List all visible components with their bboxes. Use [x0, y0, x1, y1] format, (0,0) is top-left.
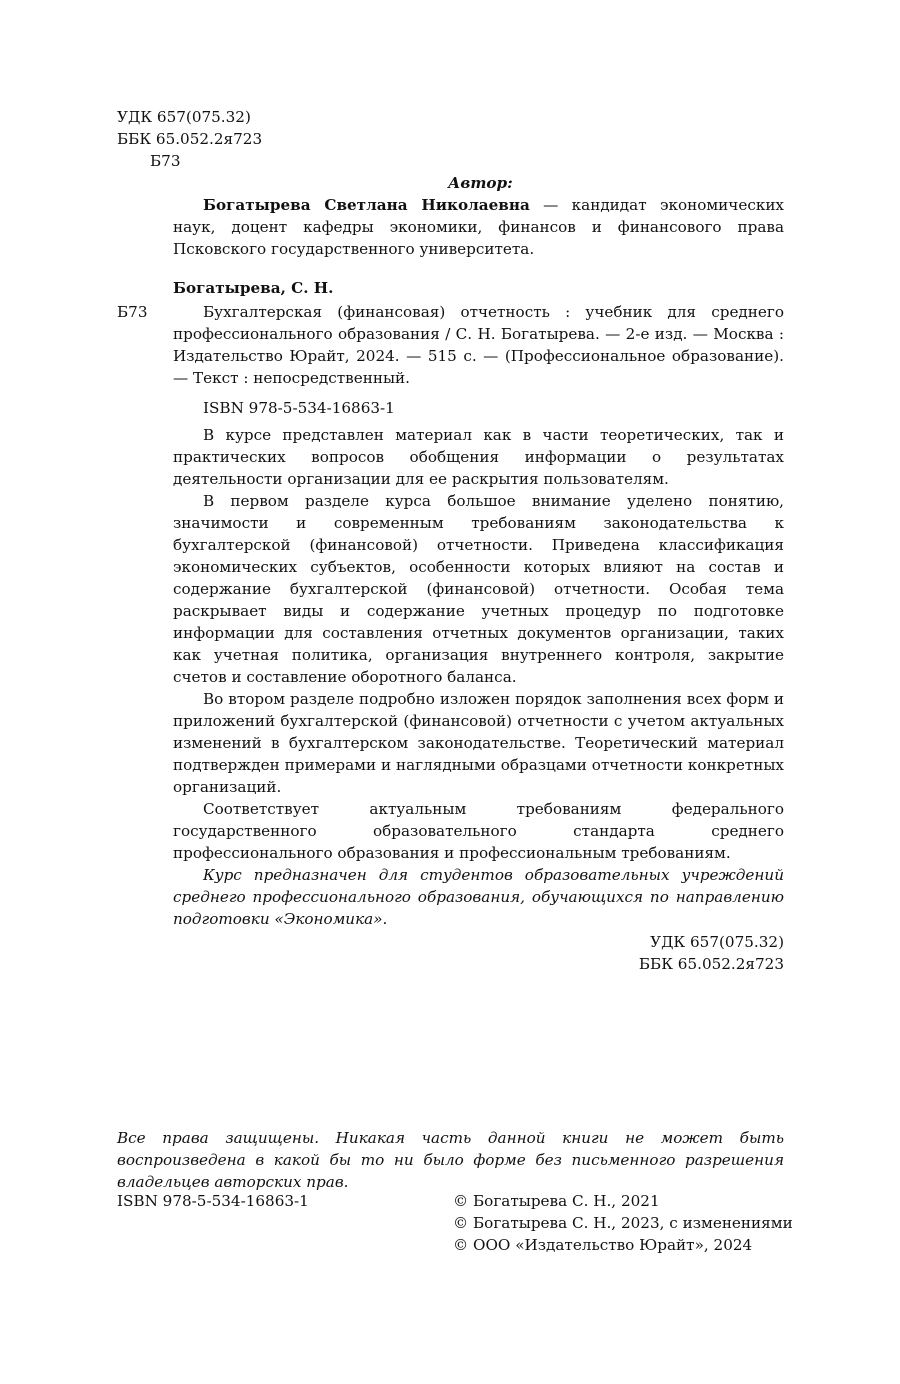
udk-code-bottom: УДК 657(075.32) [650, 933, 784, 951]
bibliographic-sign: Б73 [117, 303, 148, 321]
annotation [173, 424, 784, 930]
author-sign: Б73 [150, 152, 181, 170]
annotation-paragraph: Соответствует актуальным требованиям федерального государственного образовательного стандарта среднего профессионального образования и профессиональным требованиям. [173, 800, 784, 862]
bibliographic-isbn: ISBN 978-5-534-16863-1 [203, 399, 395, 417]
author-name: Богатырева Светлана Николаевна [203, 196, 530, 214]
annotation-audience: Курс предназначен для студентов образовательных учреждений среднего профессионального образования, обучающихся по направлению подготовки «Экономика». [173, 866, 784, 928]
copyright-line: © Богатырева С. Н., 2021 [453, 1192, 660, 1210]
bibliographic-description: Бухгалтерская (финансовая) отчетность : учебник для среднего профессионального образования / С. Н. Богатырева. — 2-е изд. — Москва : Издательство Юрайт, 2024. — 515 с. — (Профессиональное образование). — Текст : непосредственный. [173, 303, 784, 387]
bibliographic-author: Богатырева, С. Н. [173, 279, 334, 297]
copyright-line: © Богатырева С. Н., 2023, с изменениями [453, 1214, 793, 1232]
author-description: — кандидат экономических наук, доцент кафедры экономики, финансов и финансового права Псковского государственного университета. [173, 196, 785, 258]
udk-code: УДК 657(075.32) [117, 108, 251, 126]
copyright-line: © ООО «Издательство Юрайт», 2024 [453, 1236, 753, 1254]
author-info [173, 194, 784, 260]
footer-isbn: ISBN 978-5-534-16863-1 [117, 1192, 309, 1210]
annotation-paragraph: В первом разделе курса большое внимание уделено понятию, значимости и современным требованиям законодательства к бухгалтерской (финансовой) отчетности. Приведена классификация экономических субъектов, особенности которых влияют на состав и содержание бухгалтерской (финансовой) отчетности. Особая тема раскрывает виды и содержание учетных процедур по подготовке информации для составления отчетных документов организации, таких как учетная политика, организация внутреннего контроля, закрытие счетов и составление оборотного баланса. [173, 492, 784, 686]
author-heading: Автор: [448, 174, 513, 192]
annotation-paragraph: Во втором разделе подробно изложен порядок заполнения всех форм и приложений бухгалтерской (финансовой) отчетности с учетом актуальных изменений в бухгалтерском законодательстве. Теоретический материал подтвержден примерами и наглядными образцами отчетности конкретных организаций. [173, 690, 784, 796]
annotation-paragraph: В курсе представлен материал как в части теоретических, так и практических вопросов обобщения информации о результатах деятельности организации для ее раскрытия пользователям. [173, 426, 784, 488]
bbk-code: ББК 65.052.2я723 [117, 130, 263, 148]
rights-notice: Все права защищены. Никакая часть данной книги не может быть воспроизведена в какой бы то ни было форме без письменного разрешения владельцев авторских прав. [117, 1129, 784, 1191]
bbk-code-bottom: ББК 65.052.2я723 [638, 955, 784, 973]
